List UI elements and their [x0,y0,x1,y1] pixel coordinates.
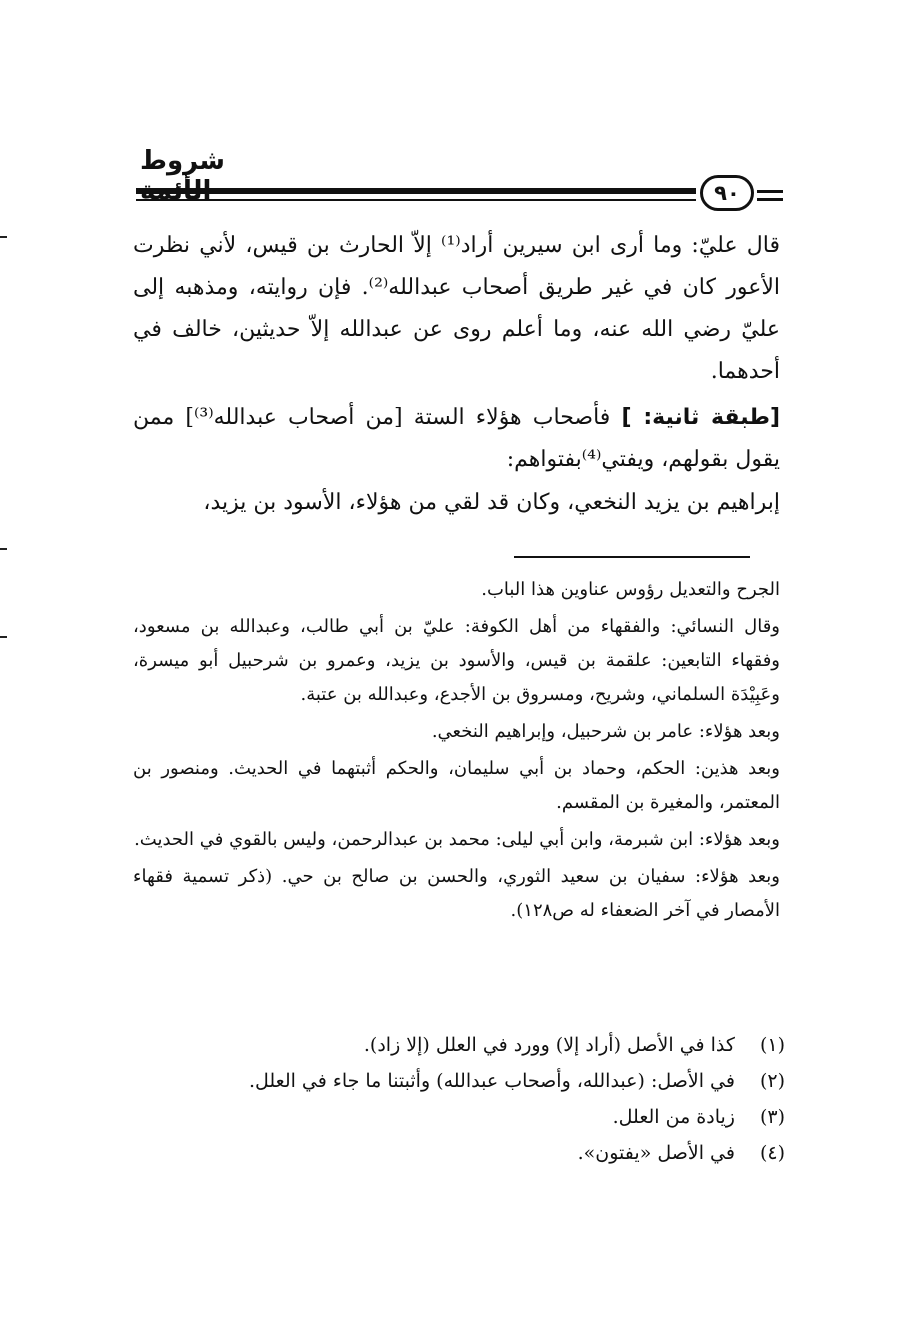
header-rule [136,188,696,194]
footnote-item [133,1027,785,1063]
commentary-paragraph: وبعد هؤلاء: سفيان بن سعيد الثوري، والحسن بن صالح بن حي. (ذكر تسمية فقهاء الأمصار في آخر الضعفاء له ص١٢٨). [133,866,780,921]
footnote-number: (٤) [759,1142,785,1164]
footnote-text: في الأصل «يفتون». [577,1142,735,1164]
footnote-number: (٣) [759,1106,785,1128]
footnote-commentary [133,573,780,931]
footnote-text: كذا في الأصل (أراد إلا) وورد في العلل (إلا زاد). [363,1034,735,1056]
footnote-number: (١) [759,1034,785,1056]
scan-edge-mark [0,636,7,638]
main-paragraph [133,397,780,481]
commentary-paragraph: وبعد هؤلاء: عامر بن شرحبيل، وإبراهيم النخعي. [431,721,780,742]
main-paragraph-text: فأصحاب هؤلاء الستة [من أصحاب عبدالله⁽³⁾] ممن يقول بقولهم، ويفتي⁽⁴⁾بفتواهم: [133,405,780,472]
footnote-text: في الأصل: (عبدالله، وأصحاب عبدالله) وأثبتنا ما جاء في العلل. [248,1070,735,1092]
commentary-paragraph: وبعد هذين: الحكم، وحماد بن أبي سليمان، والحكم أثبتهما في الحديث. ومنصور بن المعتمر، والمغيرة بن المقسم. [133,758,780,813]
footnote-text: زيادة من العلل. [612,1106,735,1128]
main-text [133,225,780,485]
footnote-list [133,1027,785,1171]
main-paragraph: قال عليّ: وما أرى ابن سيرين أراد⁽¹⁾ إلاّ الحارث بن قيس، لأني نظرت الأعور كان في غير طريق أصحاب عبدالله⁽²⁾. فإن روايته، ومذهبه إلى عليّ رضي الله عنه، وما أعلم روى عن عبدالله إلاّ حديثين، خالف في أحدهما. [133,233,781,384]
footnote-item [133,1135,785,1171]
page-number-ornament [757,198,783,201]
page-number: ٩٠ [700,175,754,211]
footnote-item [133,1063,785,1099]
section-label: [طبقة ثانية: ] [621,405,780,430]
footnote-separator [514,556,750,558]
commentary-paragraph: وقال النسائي: والفقهاء من أهل الكوفة: عليّ بن أبي طالب، وعبدالله بن مسعود، وفقهاء التابعين: علقمة بن قيس، والأسود بن يزيد، وعمرو بن شرحبيل أبو ميسرة، وعَبِيْدَة السلماني، وشريح، ومسروق بن الأجدع، وعبدالله بن عتبة. [133,616,780,705]
main-paragraph-continued: إبراهيم بن يزيد النخعي، وكان قد لقي من هؤلاء، الأسود بن يزيد، [203,490,780,515]
commentary-paragraph: وبعد هؤلاء: ابن شبرمة، وابن أبي ليلى: محمد بن عبدالرحمن، وليس بالقوي في الحديث. [134,829,780,850]
footnote-item [133,1099,785,1135]
scan-edge-mark [0,236,7,238]
commentary-paragraph: الجرح والتعديل رؤوس عناوين هذا الباب. [481,579,780,600]
scan-edge-mark [0,548,7,550]
header-rule-thin [136,199,696,201]
running-title: شروط [140,146,225,176]
page-number-ornament [757,190,783,193]
footnote-number: (٢) [759,1070,785,1092]
